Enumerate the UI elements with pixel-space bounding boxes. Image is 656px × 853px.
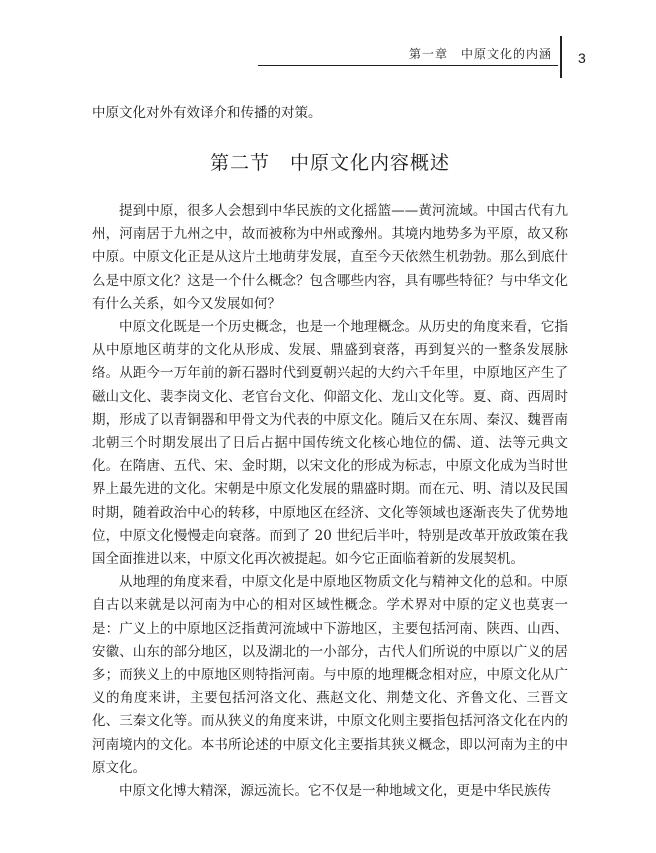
header-rule xyxy=(258,65,558,66)
lead-paragraph: 中原文化对外有效译介和传播的对策。 xyxy=(92,105,322,121)
paragraph: 中原文化既是一个历史概念，也是一个地理概念。从历史的角度来看，它指从中原地区萌芽的文化从形成、发展、鼎盛到衰落，再到复兴的一整条发展脉络。从距今一万年前的新石器时代到夏朝兴起的大约六千年里，中原地区产生了磁山文化、裴李岗文化、老官台文化、仰韶文化、龙山文化等。夏、商、西周时期，形成了以青铜器和甲骨文为代表的中原文化。随后又在东周、秦汉、魏晋南北朝三个时期发展出了日后占据中国传统文化核心地位的儒、道、法等元典文化。在隋唐、五代、宋、金时期，以宋文化的形成为标志，中原文化成为当时世界上最先进的文化。宋朝是中原文化发展的鼎盛时期。而在元、明、清以及民国时期，随着政治中心的转移，中原地区在经济、文化等领域也逐渐丧失了优势地位，中原文化慢慢走向衰落。而到了 20 世纪后半叶，特别是改革开放政策在我国全面推进以来，中原文化再次被提起。如今它正面临着新的发展契机。 xyxy=(92,319,568,568)
running-header xyxy=(258,36,558,66)
page-number: 3 xyxy=(578,50,586,66)
paragraph: 中原文化博大精深，源远流长。它不仅是一种地域文化，更是中华民族传 xyxy=(119,783,551,800)
header-divider xyxy=(560,36,562,78)
paragraph: 从地理的角度来看，中原文化是中原地区物质文化与精神文化的总和。中原自古以来就是以河南为中心的相对区域性概念。学术界对中原的定义也莫衷一是：广义上的中原地区泛指黄河流域中下游地区，主要包括河南、陕西、山西、安徽、山东的部分地区，以及湖北的一小部分，古代人们所说的中原以广义的居多；而狭义上的中原地区则特指河南。与中原的地理概念相对应，中原文化从广义的角度来讲，主要包括河洛文化、燕赵文化、荆楚文化、齐鲁文化、三晋文化、三秦文化等。而从狭义的角度来讲，中原文化则主要指包括河洛文化在内的河南境内的文化。本书所论述的中原文化主要指其狭义概念，即以河南为主的中原文化。 xyxy=(92,574,568,776)
section-title: 第二节 中原文化内容概述 xyxy=(209,152,450,174)
chapter-title: 第一章 中原文化的内涵 xyxy=(408,47,552,61)
paragraph: 提到中原，很多人会想到中华民族的文化摇篮——黄河流域。中国古代有九州，河南居于九州之中，故而被称为中州或豫州。其境内地势多为平原，故又称中原。中原文化正是从这片土地萌芽发展，直至今天依然生机勃勃。那么到底什么是中原文化？这是一个什么概念？包含哪些内容，具有哪些特征？与中华文化有什么关系，如今又发展如何？ xyxy=(92,203,568,312)
body-paragraphs xyxy=(92,200,568,803)
